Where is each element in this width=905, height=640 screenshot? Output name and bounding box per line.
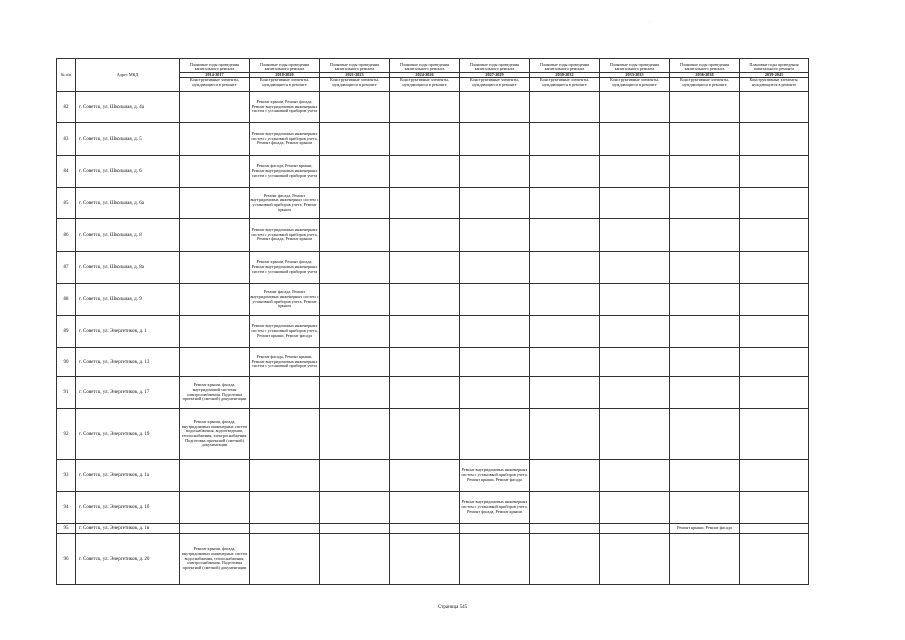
works-cell	[740, 156, 809, 188]
works-cell	[460, 316, 530, 348]
works-cell	[530, 284, 600, 316]
header-period-3	[320, 59, 390, 92]
period-title: Плановые годы проведения капитального ремонта	[399, 61, 450, 72]
works-cell	[320, 92, 390, 123]
works-cell	[390, 92, 460, 123]
works-cell	[250, 460, 320, 492]
period-years: 2027-2029	[460, 72, 529, 78]
works-cell	[460, 534, 530, 585]
period-years: 2030-2032	[530, 72, 599, 78]
works-cell	[670, 219, 740, 252]
works-cell	[670, 123, 740, 156]
works-cell	[390, 377, 460, 409]
works-cell	[180, 188, 250, 219]
works-cell	[600, 92, 670, 123]
works-cell	[390, 123, 460, 156]
works-cell	[530, 252, 600, 284]
works-cell	[180, 492, 250, 524]
table-row	[57, 219, 809, 252]
row-number: 87	[57, 252, 76, 284]
works-cell	[460, 348, 530, 377]
table-row	[57, 492, 809, 524]
works-cell	[320, 284, 390, 316]
period-subheader: Конструктивные элементы, нуждающиеся в ремонте	[740, 77, 808, 87]
capital-repair-schedule-table	[56, 58, 809, 585]
row-number: 85	[57, 188, 76, 219]
row-number: 90	[57, 348, 76, 377]
works-cell	[320, 534, 390, 585]
works-cell	[390, 524, 460, 534]
table-row	[57, 524, 809, 534]
works-cell	[390, 284, 460, 316]
period-title: Плановые годы проведения капитального ремонта	[749, 61, 799, 72]
works-cell: Ремонт крыши, фасада, внутридомовых инженерных систем водоснабжения, водоотведения, теплоснабжения, электроснабжения. Подготовка проектной (сметной) документации	[180, 409, 250, 460]
table-row	[57, 348, 809, 377]
works-cell	[390, 534, 460, 585]
table-row	[57, 252, 809, 284]
row-address: г. Советск, ул. Школьная, д. 8	[76, 219, 180, 252]
works-cell	[600, 534, 670, 585]
works-cell	[320, 492, 390, 524]
works-cell	[180, 284, 250, 316]
works-cell	[600, 219, 670, 252]
header-period-8	[670, 59, 740, 92]
works-cell	[460, 409, 530, 460]
works-cell	[390, 219, 460, 252]
works-cell: Ремонт фасада, Ремонт внутридомовых инженерных систем с установкой приборов учета, Ремонт крыши	[250, 188, 320, 219]
works-cell	[740, 316, 809, 348]
period-years: 2039-2041	[740, 72, 808, 78]
works-cell: Ремонт внутридомовых инженерных систем с установкой приборов учета, Ремонт фасада, Ремонт крыши	[460, 492, 530, 524]
works-cell	[600, 252, 670, 284]
works-cell	[600, 348, 670, 377]
works-cell	[320, 252, 390, 284]
works-cell	[670, 534, 740, 585]
works-cell	[320, 460, 390, 492]
works-cell	[530, 492, 600, 524]
period-subheader: Конструктивные элементы, нуждающиеся в ремонте	[180, 77, 249, 87]
row-number: 91	[57, 377, 76, 409]
works-cell	[670, 348, 740, 377]
period-years: 2033-2035	[600, 72, 669, 78]
row-address: г. Советск, ул. Школьная, д. 5	[76, 123, 180, 156]
works-cell	[180, 156, 250, 188]
row-address: г. Советск, ул. Энергетиков, д. 1	[76, 316, 180, 348]
works-cell	[530, 460, 600, 492]
works-cell	[180, 92, 250, 123]
row-number: 96	[57, 534, 76, 585]
header-num: № п/п	[57, 59, 76, 92]
works-cell	[460, 284, 530, 316]
table-row	[57, 92, 809, 123]
works-cell	[320, 348, 390, 377]
works-cell	[740, 219, 809, 252]
works-cell	[320, 156, 390, 188]
table-row	[57, 188, 809, 219]
works-cell	[180, 123, 250, 156]
row-number: 82	[57, 92, 76, 123]
works-cell: Ремонт внутридомовых инженерных систем с установкой приборов учета, Ремонт крыши, Ремонт фасада	[250, 316, 320, 348]
table-row	[57, 534, 809, 585]
works-cell	[250, 524, 320, 534]
period-title: Плановые годы проведения капитального ремонта	[679, 61, 730, 72]
works-cell	[670, 460, 740, 492]
works-cell	[670, 156, 740, 188]
works-cell	[670, 284, 740, 316]
table-row	[57, 460, 809, 492]
works-cell	[460, 377, 530, 409]
period-title: Плановые годы проведения капитального ремонта	[189, 61, 240, 72]
works-cell	[530, 534, 600, 585]
works-cell	[740, 284, 809, 316]
works-cell	[740, 524, 809, 534]
period-subheader: Конструктивные элементы, нуждающиеся в ремонте	[600, 77, 669, 87]
row-address: г. Советск, ул. Школьная, д. 6	[76, 156, 180, 188]
works-cell	[320, 219, 390, 252]
works-cell	[530, 123, 600, 156]
row-address: г. Советск, ул. Школьная, д. 4а	[76, 92, 180, 123]
works-cell	[740, 252, 809, 284]
period-subheader: Конструктивные элементы, нуждающиеся в ремонте	[460, 77, 529, 87]
works-cell	[670, 409, 740, 460]
corner-mark: ·	[649, 20, 651, 25]
works-cell	[390, 460, 460, 492]
works-cell	[740, 492, 809, 524]
works-cell	[530, 188, 600, 219]
row-address: г. Советск, ул. Энергетиков, д. 1а	[76, 460, 180, 492]
header-period-1	[180, 59, 250, 92]
works-cell	[600, 377, 670, 409]
table-row	[57, 409, 809, 460]
table-row	[57, 377, 809, 409]
works-cell	[320, 188, 390, 219]
works-cell	[180, 252, 250, 284]
row-number: 84	[57, 156, 76, 188]
row-address: г. Советск, ул. Школьная, д. 9	[76, 284, 180, 316]
period-years: 2024-2026	[390, 72, 459, 78]
works-cell	[460, 219, 530, 252]
works-cell	[180, 348, 250, 377]
row-address: г. Советск, ул. Школьная, д. 6а	[76, 188, 180, 219]
works-cell: Ремонт крыши, Ремонт фасада, Ремонт внутридомовых инженерных систем с установкой приборов учета	[250, 92, 320, 123]
row-address: г. Советск, ул. Энергетиков, д. 20	[76, 534, 180, 585]
works-cell	[670, 188, 740, 219]
works-cell	[740, 409, 809, 460]
period-title: Плановые годы проведения капитального ремонта	[329, 61, 380, 72]
works-cell	[320, 316, 390, 348]
period-subheader: Конструктивные элементы, нуждающиеся в ремонте	[530, 77, 599, 87]
works-cell	[670, 316, 740, 348]
works-cell: Ремонт фасада, Ремонт крыши, Ремонт внутридомовых инженерных систем с установкой приборов учета	[250, 156, 320, 188]
works-cell	[530, 219, 600, 252]
works-cell: Ремонт внутридомовых инженерных систем с установкой приборов учета, Ремонт фасада, Ремонт крыши	[250, 123, 320, 156]
works-cell	[530, 348, 600, 377]
works-cell	[390, 348, 460, 377]
row-number: 86	[57, 219, 76, 252]
table-row	[57, 316, 809, 348]
header-period-2	[250, 59, 320, 92]
header-period-5	[460, 59, 530, 92]
works-cell	[600, 316, 670, 348]
works-cell	[600, 156, 670, 188]
works-cell	[320, 377, 390, 409]
works-cell	[670, 252, 740, 284]
works-cell	[180, 316, 250, 348]
works-cell	[740, 123, 809, 156]
works-cell	[600, 460, 670, 492]
table-row	[57, 284, 809, 316]
works-cell: Ремонт крыши, Ремонт фасада, Ремонт внутридомовых инженерных систем с установкой приборов учета	[250, 252, 320, 284]
table-row	[57, 156, 809, 188]
works-cell	[180, 460, 250, 492]
works-cell	[390, 316, 460, 348]
row-number: 95	[57, 524, 76, 534]
period-years: 2036-2038	[670, 72, 739, 78]
works-cell: Ремонт фасада, Ремонт крыши, Ремонт внутридомовых инженерных систем с установкой приборов учета	[250, 348, 320, 377]
works-cell	[530, 156, 600, 188]
header-period-9	[740, 59, 809, 92]
period-years: 2014-2017	[180, 72, 249, 78]
works-cell	[670, 92, 740, 123]
row-number: 88	[57, 284, 76, 316]
period-subheader: Конструктивные элементы, нуждающиеся в ремонте	[670, 77, 739, 87]
row-number: 93	[57, 460, 76, 492]
period-title: Плановые годы проведения капитального ремонта	[469, 61, 520, 72]
works-cell	[460, 156, 530, 188]
works-cell	[390, 409, 460, 460]
works-cell	[390, 156, 460, 188]
works-cell	[740, 377, 809, 409]
header-address: Адрес МКД	[76, 59, 180, 92]
header-row	[57, 59, 809, 92]
works-cell: Ремонт крыши, Ремонт фасада	[670, 524, 740, 534]
row-address: г. Советск, ул. Школьная, д. 8а	[76, 252, 180, 284]
header-period-7	[600, 59, 670, 92]
row-address: г. Советск, ул. Энергетиков, д. 19	[76, 409, 180, 460]
works-cell	[530, 92, 600, 123]
works-cell	[320, 524, 390, 534]
works-cell	[600, 524, 670, 534]
period-years: 2018-2020	[250, 72, 319, 78]
works-cell	[600, 188, 670, 219]
header-period-6	[530, 59, 600, 92]
page-number: Страница 545	[437, 605, 468, 610]
works-cell: Ремонт крыши, фасада, внутридомовых инженерных систем водоснабжения, теплоснабжения, электроснабжения. Подготовка проектной (сметной) документации	[180, 534, 250, 585]
header-period-4	[390, 59, 460, 92]
works-cell	[460, 524, 530, 534]
works-cell	[460, 252, 530, 284]
works-cell	[530, 377, 600, 409]
works-cell	[530, 316, 600, 348]
row-number: 92	[57, 409, 76, 460]
works-cell	[740, 348, 809, 377]
works-cell	[460, 92, 530, 123]
works-cell: Ремонт фасада, Ремонт внутридомовых инженерных систем с установкой приборов учета, Ремонт крыши	[250, 284, 320, 316]
works-cell	[180, 219, 250, 252]
row-address: г. Советск, ул. Энергетиков, д. 1в	[76, 524, 180, 534]
works-cell	[530, 524, 600, 534]
works-cell: Ремонт внутридомовых инженерных систем с установкой приборов учета, Ремонт крыши, Ремонт фасада	[460, 460, 530, 492]
works-cell	[390, 252, 460, 284]
period-title: Плановые годы проведения капитального ремонта	[609, 61, 660, 72]
works-cell: Ремонт внутридомовых инженерных систем с установкой приборов учета, Ремонт фасада, Ремонт крыши	[250, 219, 320, 252]
row-number: 89	[57, 316, 76, 348]
works-cell	[600, 284, 670, 316]
works-cell	[740, 460, 809, 492]
period-title: Плановые годы проведения капитального ремонта	[259, 61, 310, 72]
period-title: Плановые годы проведения капитального ремонта	[539, 61, 590, 72]
works-cell	[740, 188, 809, 219]
row-number: 94	[57, 492, 76, 524]
works-cell	[600, 492, 670, 524]
works-cell	[460, 188, 530, 219]
row-address: г. Советск, ул. Энергетиков, д. 17	[76, 377, 180, 409]
works-cell	[250, 492, 320, 524]
row-address: г. Советск, ул. Энергетиков, д. 13	[76, 348, 180, 377]
works-cell	[250, 534, 320, 585]
works-cell	[460, 123, 530, 156]
works-cell	[320, 123, 390, 156]
works-cell	[250, 377, 320, 409]
works-cell	[600, 409, 670, 460]
table-row	[57, 123, 809, 156]
works-cell	[390, 492, 460, 524]
row-address: г. Советск, ул. Энергетиков, д. 1б	[76, 492, 180, 524]
works-cell	[740, 534, 809, 585]
period-subheader: Конструктивные элементы, нуждающиеся в ремонте	[250, 77, 319, 87]
works-cell	[670, 377, 740, 409]
period-years: 2021-2023	[320, 72, 389, 78]
works-cell	[530, 409, 600, 460]
row-number: 83	[57, 123, 76, 156]
works-cell	[250, 409, 320, 460]
works-cell	[320, 409, 390, 460]
works-cell	[390, 188, 460, 219]
works-cell	[180, 524, 250, 534]
works-cell	[600, 123, 670, 156]
period-subheader: Конструктивные элементы, нуждающиеся в ремонте	[320, 77, 389, 87]
period-subheader: Конструктивные элементы, нуждающиеся в ремонте	[390, 77, 459, 87]
works-cell	[670, 492, 740, 524]
works-cell	[740, 92, 809, 123]
works-cell: Ремонт крыши, фасада, внутридомовой системы электроснабжения. Подготовка проектной (сметной) документации	[180, 377, 250, 409]
